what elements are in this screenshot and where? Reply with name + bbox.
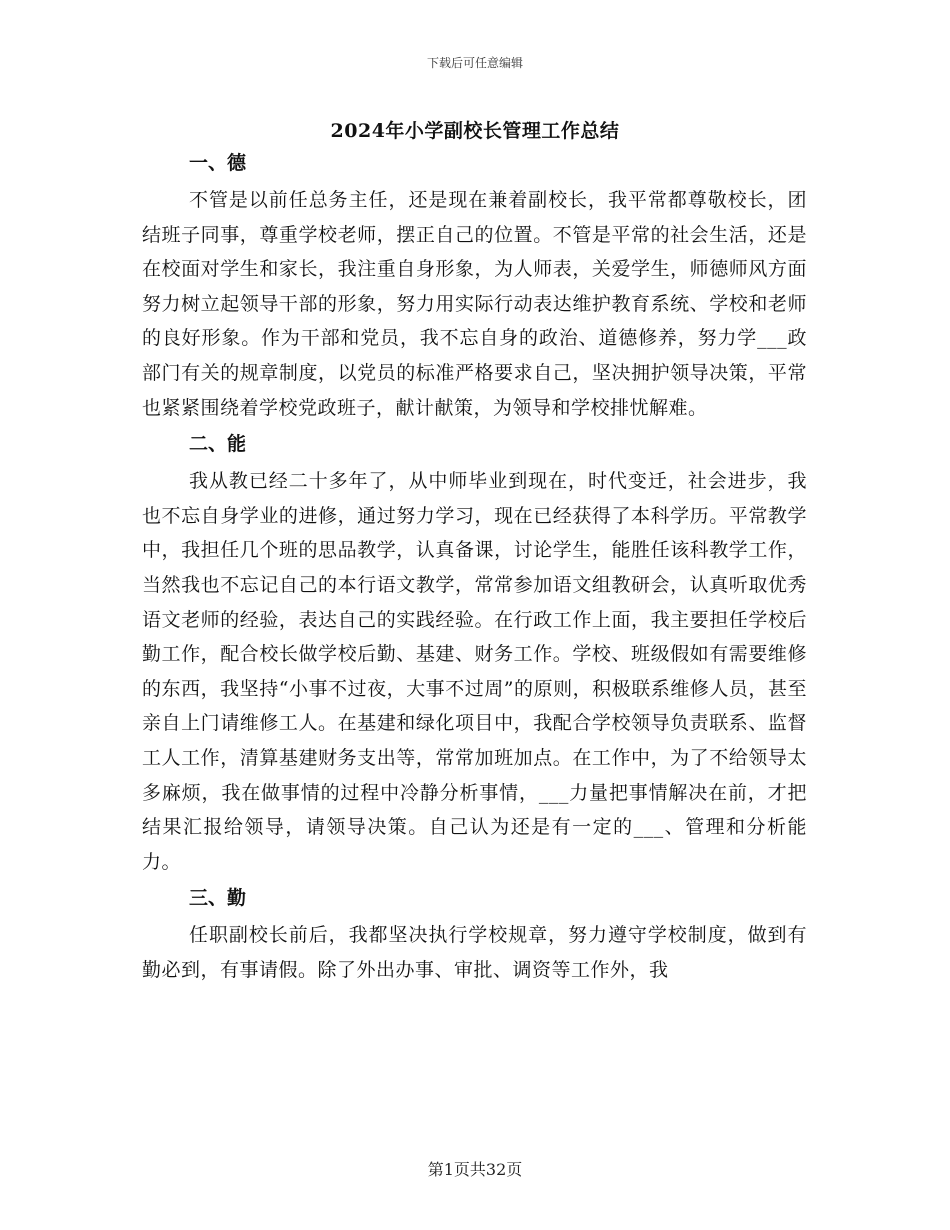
section-heading: 一、德 [189,152,247,174]
document-title: 2024年小学副校长管理工作总结 [330,120,620,142]
section-qin [142,881,807,987]
section-neng [142,427,807,879]
paragraph: 不管是以前任总务主任，还是现在兼着副校长，我平常都尊敬校长，团结班子同事，尊重学校老师，摆正自己的位置。不管是平常的社会生活，还是在校面对学生和家长，我注重自身形象，为人师表，关爱学生，师德师风方面努力树立起领导干部的形象，努力用实际行动表达维护教育系统、学校和老师的良好形象。作为干部和党员，我不忘自身的政治、道德修养，努力学___政部门有关的规章制度，以党员的标准严格要求自己，坚决拥护领导决策，平常也紧紧围绕着学校党政班子，献计献策，为领导和学校排忧解难。 [142,189,807,419]
paragraph: 任职副校长前后，我都坚决执行学校规章，努力遵守学校制度，做到有勤必到，有事请假。除了外出办事、审批、调资等工作外，我 [142,924,807,981]
document-body [142,146,807,989]
section-heading: 三、勤 [189,887,247,910]
paragraph: 我从教已经二十多年了，从中师毕业到现在，时代变迁，社会进步，我也不忘自身学业的进修，通过努力学习，现在已经获得了本科学历。平常教学中，我担任几个班的思品教学，认真备课，讨论学生，能胜任该科教学工作，当然我也不忘记自己的本行语文教学，常常参加语文组教研会，认真听取优秀语文老师的经验，表达自己的实践经验。在行政工作上面，我主要担任学校后勤工作，配合校长做学校后勤、基建、财务工作。学校、班级假如有需要维修的东西，我坚持“小事不过夜，大事不过周”的原则，积极联系维修人员，甚至亲自上门请维修工人。在基建和绿化项目中，我配合学校领导负责联系、监督工人工作，清算基建财务支出等，常常加班加点。在工作中，为了不给领导太多麻烦，我在做事情的过程中冷静分析事情，___力量把事情解决在前，才把结果汇报给领导，请领导决策。自己认为还是有一定的___、管理和分析能力。 [142,470,807,873]
section-heading: 二、能 [189,433,247,456]
page-number: 第1页共32页 [427,1160,523,1179]
section-de [142,146,807,425]
header-note: 下载后可任意编辑 [426,56,523,70]
